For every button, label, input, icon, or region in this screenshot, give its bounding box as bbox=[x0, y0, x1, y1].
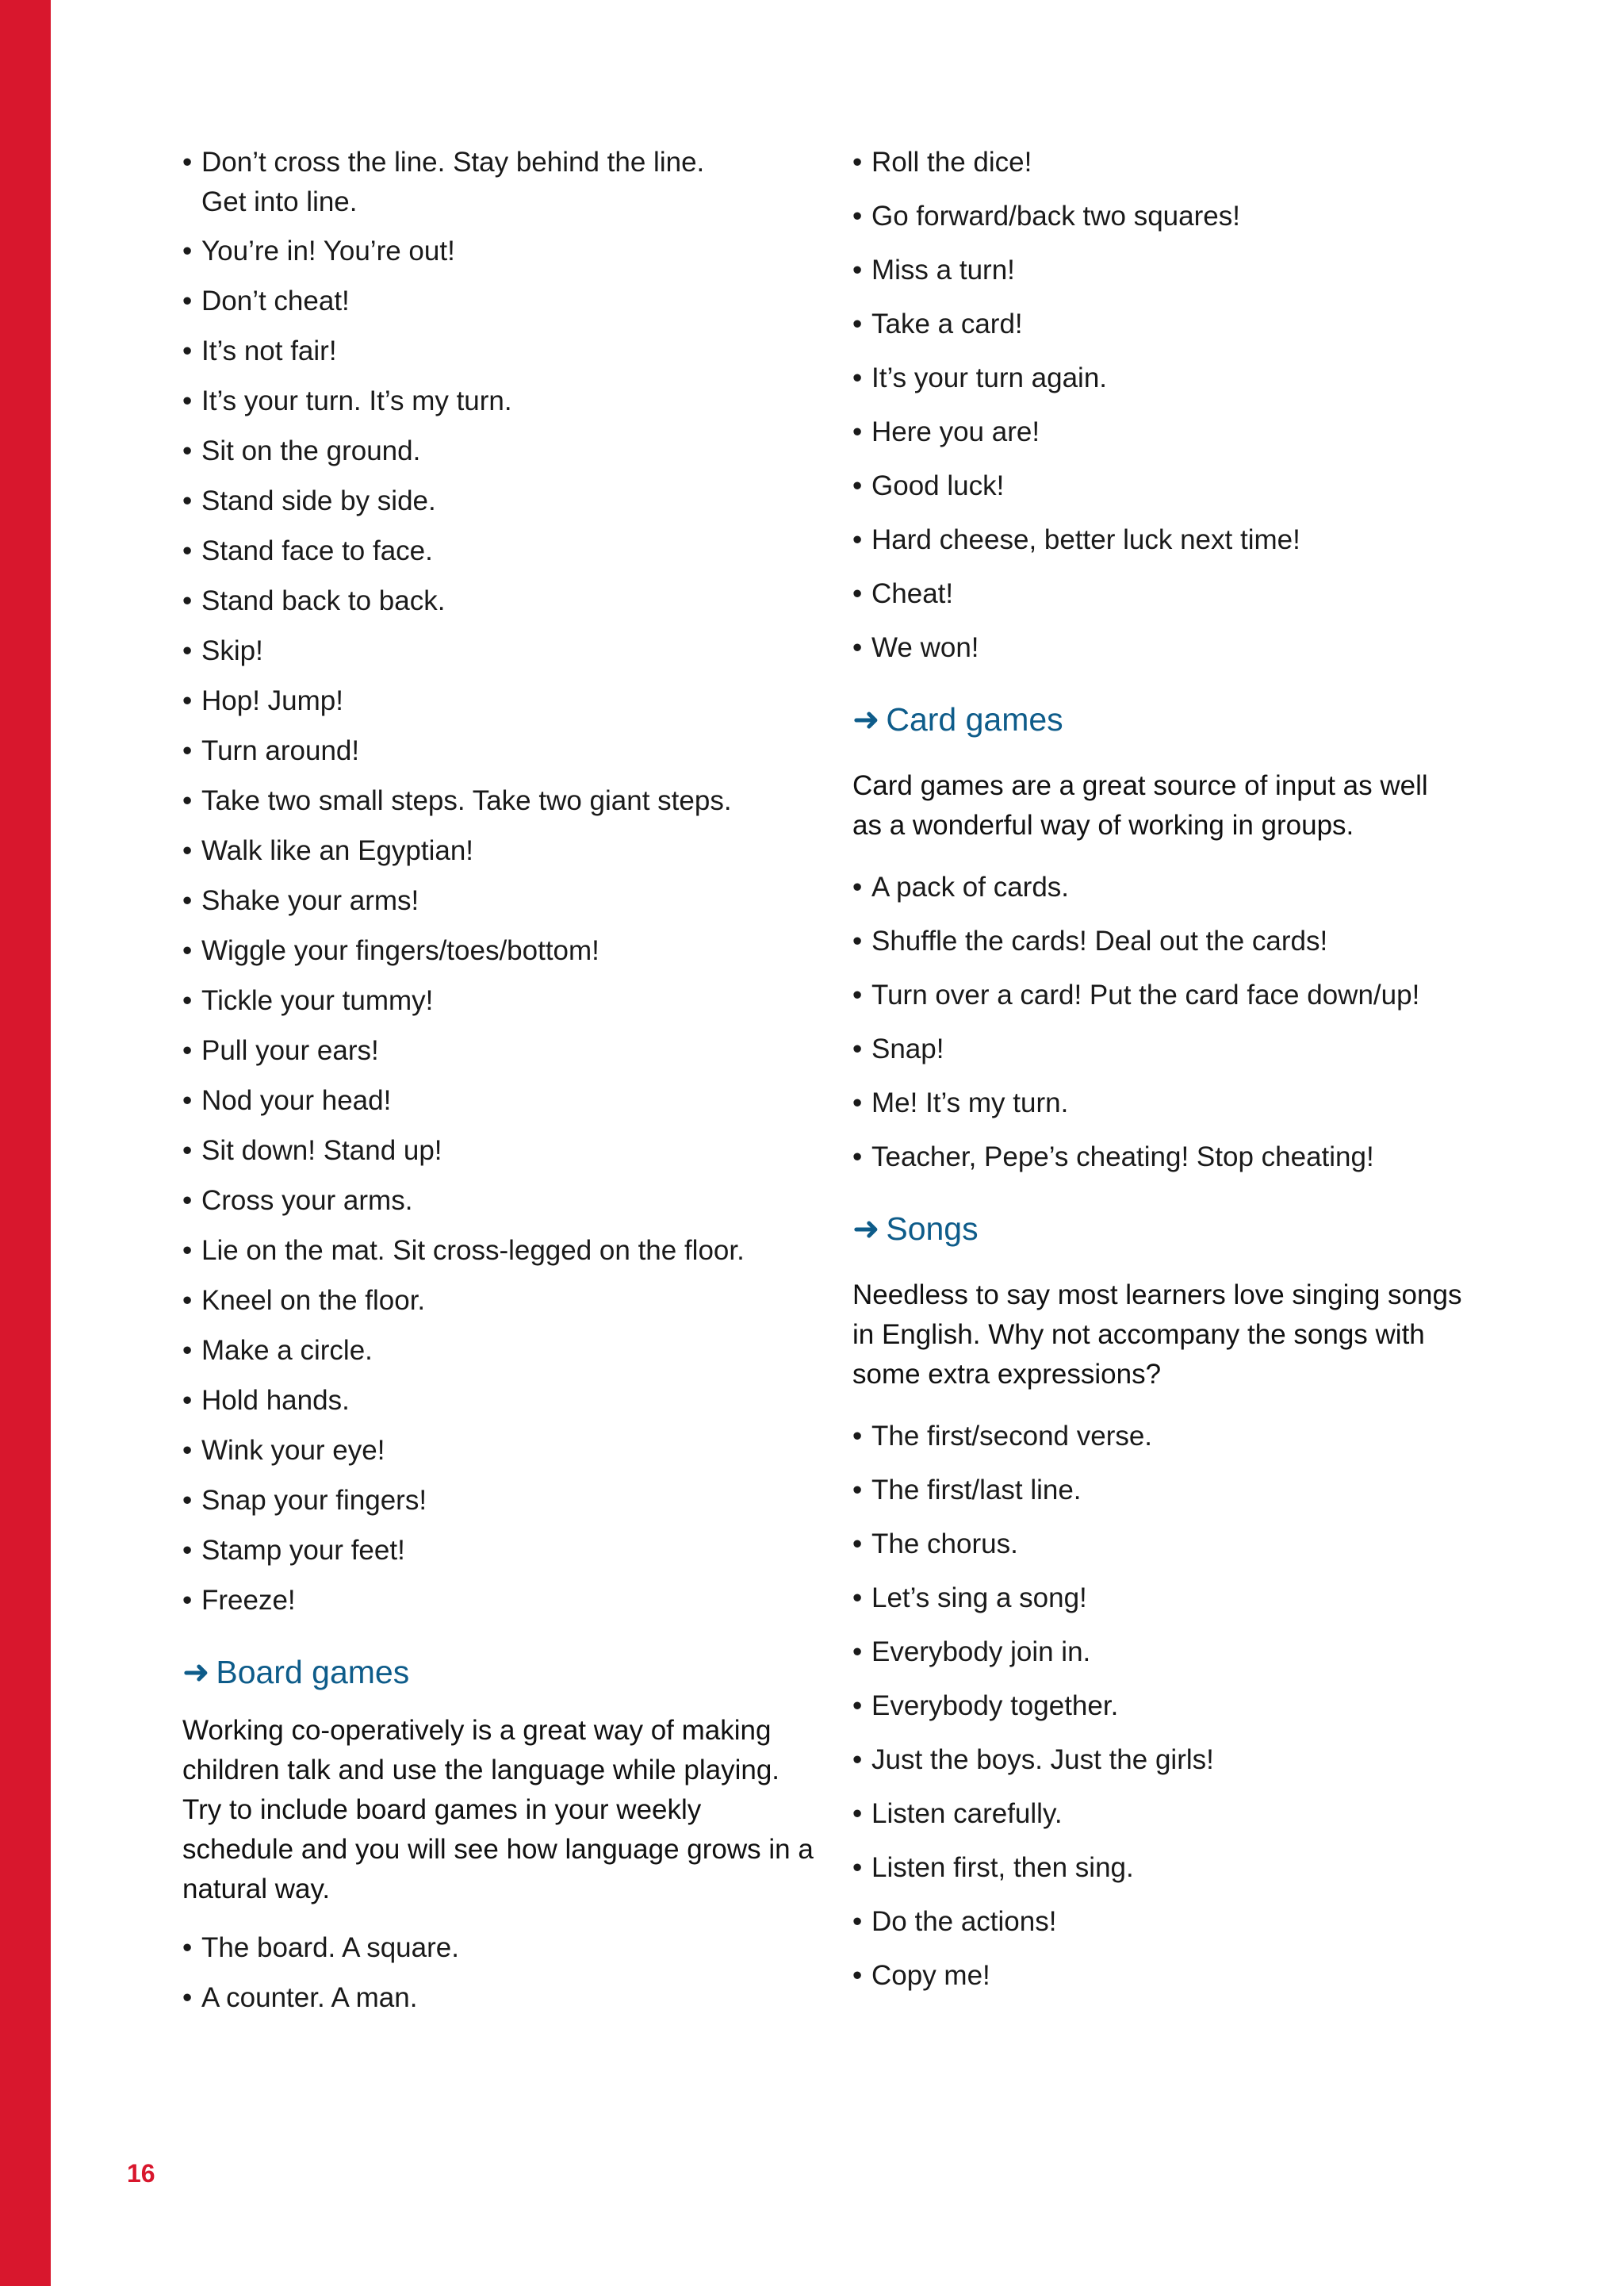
list-item: • Do the actions! bbox=[852, 1902, 1487, 1942]
list-item: • Kneel on the floor. bbox=[182, 1281, 817, 1321]
list-item: • It’s your turn again. bbox=[852, 359, 1487, 398]
section-heading-board-games bbox=[182, 1652, 817, 1692]
list-item: • Sit on the ground. bbox=[182, 432, 817, 471]
list-item: • Wink your eye! bbox=[182, 1431, 817, 1471]
card-games-list bbox=[852, 868, 1487, 1177]
list-item: • Tickle your tummy! bbox=[182, 981, 817, 1021]
list-item: • Walk like an Egyptian! bbox=[182, 831, 817, 871]
list-item: • Make a circle. bbox=[182, 1331, 817, 1371]
list-item: • Cross your arms. bbox=[182, 1181, 817, 1221]
list-item: • We won! bbox=[852, 628, 1487, 668]
list-item: • Snap your fingers! bbox=[182, 1481, 817, 1521]
list-item: • Turn around! bbox=[182, 731, 817, 771]
list-item: • A counter. A man. bbox=[182, 1978, 817, 2018]
list-item: • Shake your arms! bbox=[182, 881, 817, 921]
list-item: • The first/last line. bbox=[852, 1471, 1487, 1510]
arrow-right-icon: ➜ bbox=[852, 701, 880, 738]
left-column bbox=[182, 143, 817, 2028]
list-item: • Don’t cross the line. Stay behind the line. Get into line. bbox=[182, 143, 709, 222]
list-item: • Listen carefully. bbox=[852, 1794, 1487, 1834]
list-item: • Stand side by side. bbox=[182, 481, 817, 521]
list-item: • Sit down! Stand up! bbox=[182, 1131, 817, 1171]
card-games-intro: Card games are a great source of input as well as a wonderful way of working in groups. bbox=[852, 770, 1428, 841]
arrow-right-icon: ➜ bbox=[852, 1210, 880, 1247]
list-item: • It’s your turn. It’s my turn. bbox=[182, 382, 817, 421]
page-number: 16 bbox=[127, 2159, 155, 2188]
board-games-intro: Working co-operatively is a great way of making children talk and use the language while playing. Try to include board games in your weekly schedule and you will see how language grows in a natural way. bbox=[182, 1715, 814, 1904]
list-item: • Let’s sing a song! bbox=[852, 1578, 1487, 1618]
heading-text: Songs bbox=[886, 1210, 979, 1247]
list-item: • Hop! Jump! bbox=[182, 681, 817, 721]
arrow-right-icon: ➜ bbox=[182, 1654, 210, 1690]
list-item: • Good luck! bbox=[852, 466, 1487, 506]
list-item: • Stamp your feet! bbox=[182, 1531, 817, 1571]
list-item: • Roll the dice! bbox=[852, 143, 1487, 182]
list-item: • The board. A square. bbox=[182, 1928, 817, 1968]
page-side-bar bbox=[0, 0, 51, 2286]
list-item: • A pack of cards. bbox=[852, 868, 1487, 907]
list-item: • Hold hands. bbox=[182, 1381, 817, 1421]
list-item: • Just the boys. Just the girls! bbox=[852, 1740, 1487, 1780]
list-item: • The chorus. bbox=[852, 1525, 1487, 1564]
list-item: • Stand face to face. bbox=[182, 531, 817, 571]
classroom-expressions-list bbox=[182, 143, 817, 1621]
list-item: • Shuffle the cards! Deal out the cards! bbox=[852, 922, 1487, 961]
songs-intro: Needless to say most learners love singing songs in English. Why not accompany the songs with some extra expressions? bbox=[852, 1279, 1462, 1390]
list-item: • The first/second verse. bbox=[852, 1417, 1487, 1456]
list-item: • Take two small steps. Take two giant steps. bbox=[182, 781, 817, 821]
section-heading-songs bbox=[852, 1209, 1487, 1248]
songs-list bbox=[852, 1417, 1487, 1996]
board-game-expressions-list bbox=[852, 143, 1487, 668]
list-item: • Cheat! bbox=[852, 574, 1487, 614]
list-item: • Don’t cheat! bbox=[182, 282, 817, 321]
list-item: • Freeze! bbox=[182, 1581, 817, 1621]
list-item: • Miss a turn! bbox=[852, 251, 1487, 290]
right-column bbox=[852, 143, 1487, 2010]
list-item: • Everybody join in. bbox=[852, 1632, 1487, 1672]
list-item: • Pull your ears! bbox=[182, 1031, 817, 1071]
list-item: • You’re in! You’re out! bbox=[182, 232, 817, 271]
section-heading-card-games bbox=[852, 700, 1487, 739]
list-item: • Here you are! bbox=[852, 412, 1487, 452]
list-item: • It’s not fair! bbox=[182, 332, 817, 371]
heading-text: Card games bbox=[886, 701, 1063, 738]
list-item: • Teacher, Pepe’s cheating! Stop cheating! bbox=[852, 1137, 1487, 1177]
list-item: • Snap! bbox=[852, 1030, 1487, 1069]
list-item: • Lie on the mat. Sit cross-legged on the floor. bbox=[182, 1231, 817, 1271]
list-item: • Turn over a card! Put the card face down/up! bbox=[852, 976, 1487, 1015]
list-item: • Skip! bbox=[182, 631, 817, 671]
list-item: • Hard cheese, better luck next time! bbox=[852, 520, 1487, 560]
list-item: • Listen first, then sing. bbox=[852, 1848, 1487, 1888]
heading-text: Board games bbox=[216, 1654, 410, 1690]
list-item: • Me! It’s my turn. bbox=[852, 1084, 1487, 1123]
list-item: • Stand back to back. bbox=[182, 581, 817, 621]
list-item: • Nod your head! bbox=[182, 1081, 817, 1121]
list-item: • Copy me! bbox=[852, 1956, 1487, 1996]
list-item: • Go forward/back two squares! bbox=[852, 197, 1487, 236]
list-item: • Take a card! bbox=[852, 305, 1487, 344]
list-item: • Everybody together. bbox=[852, 1686, 1487, 1726]
board-games-list bbox=[182, 1928, 817, 2018]
list-item: • Wiggle your fingers/toes/bottom! bbox=[182, 931, 817, 971]
